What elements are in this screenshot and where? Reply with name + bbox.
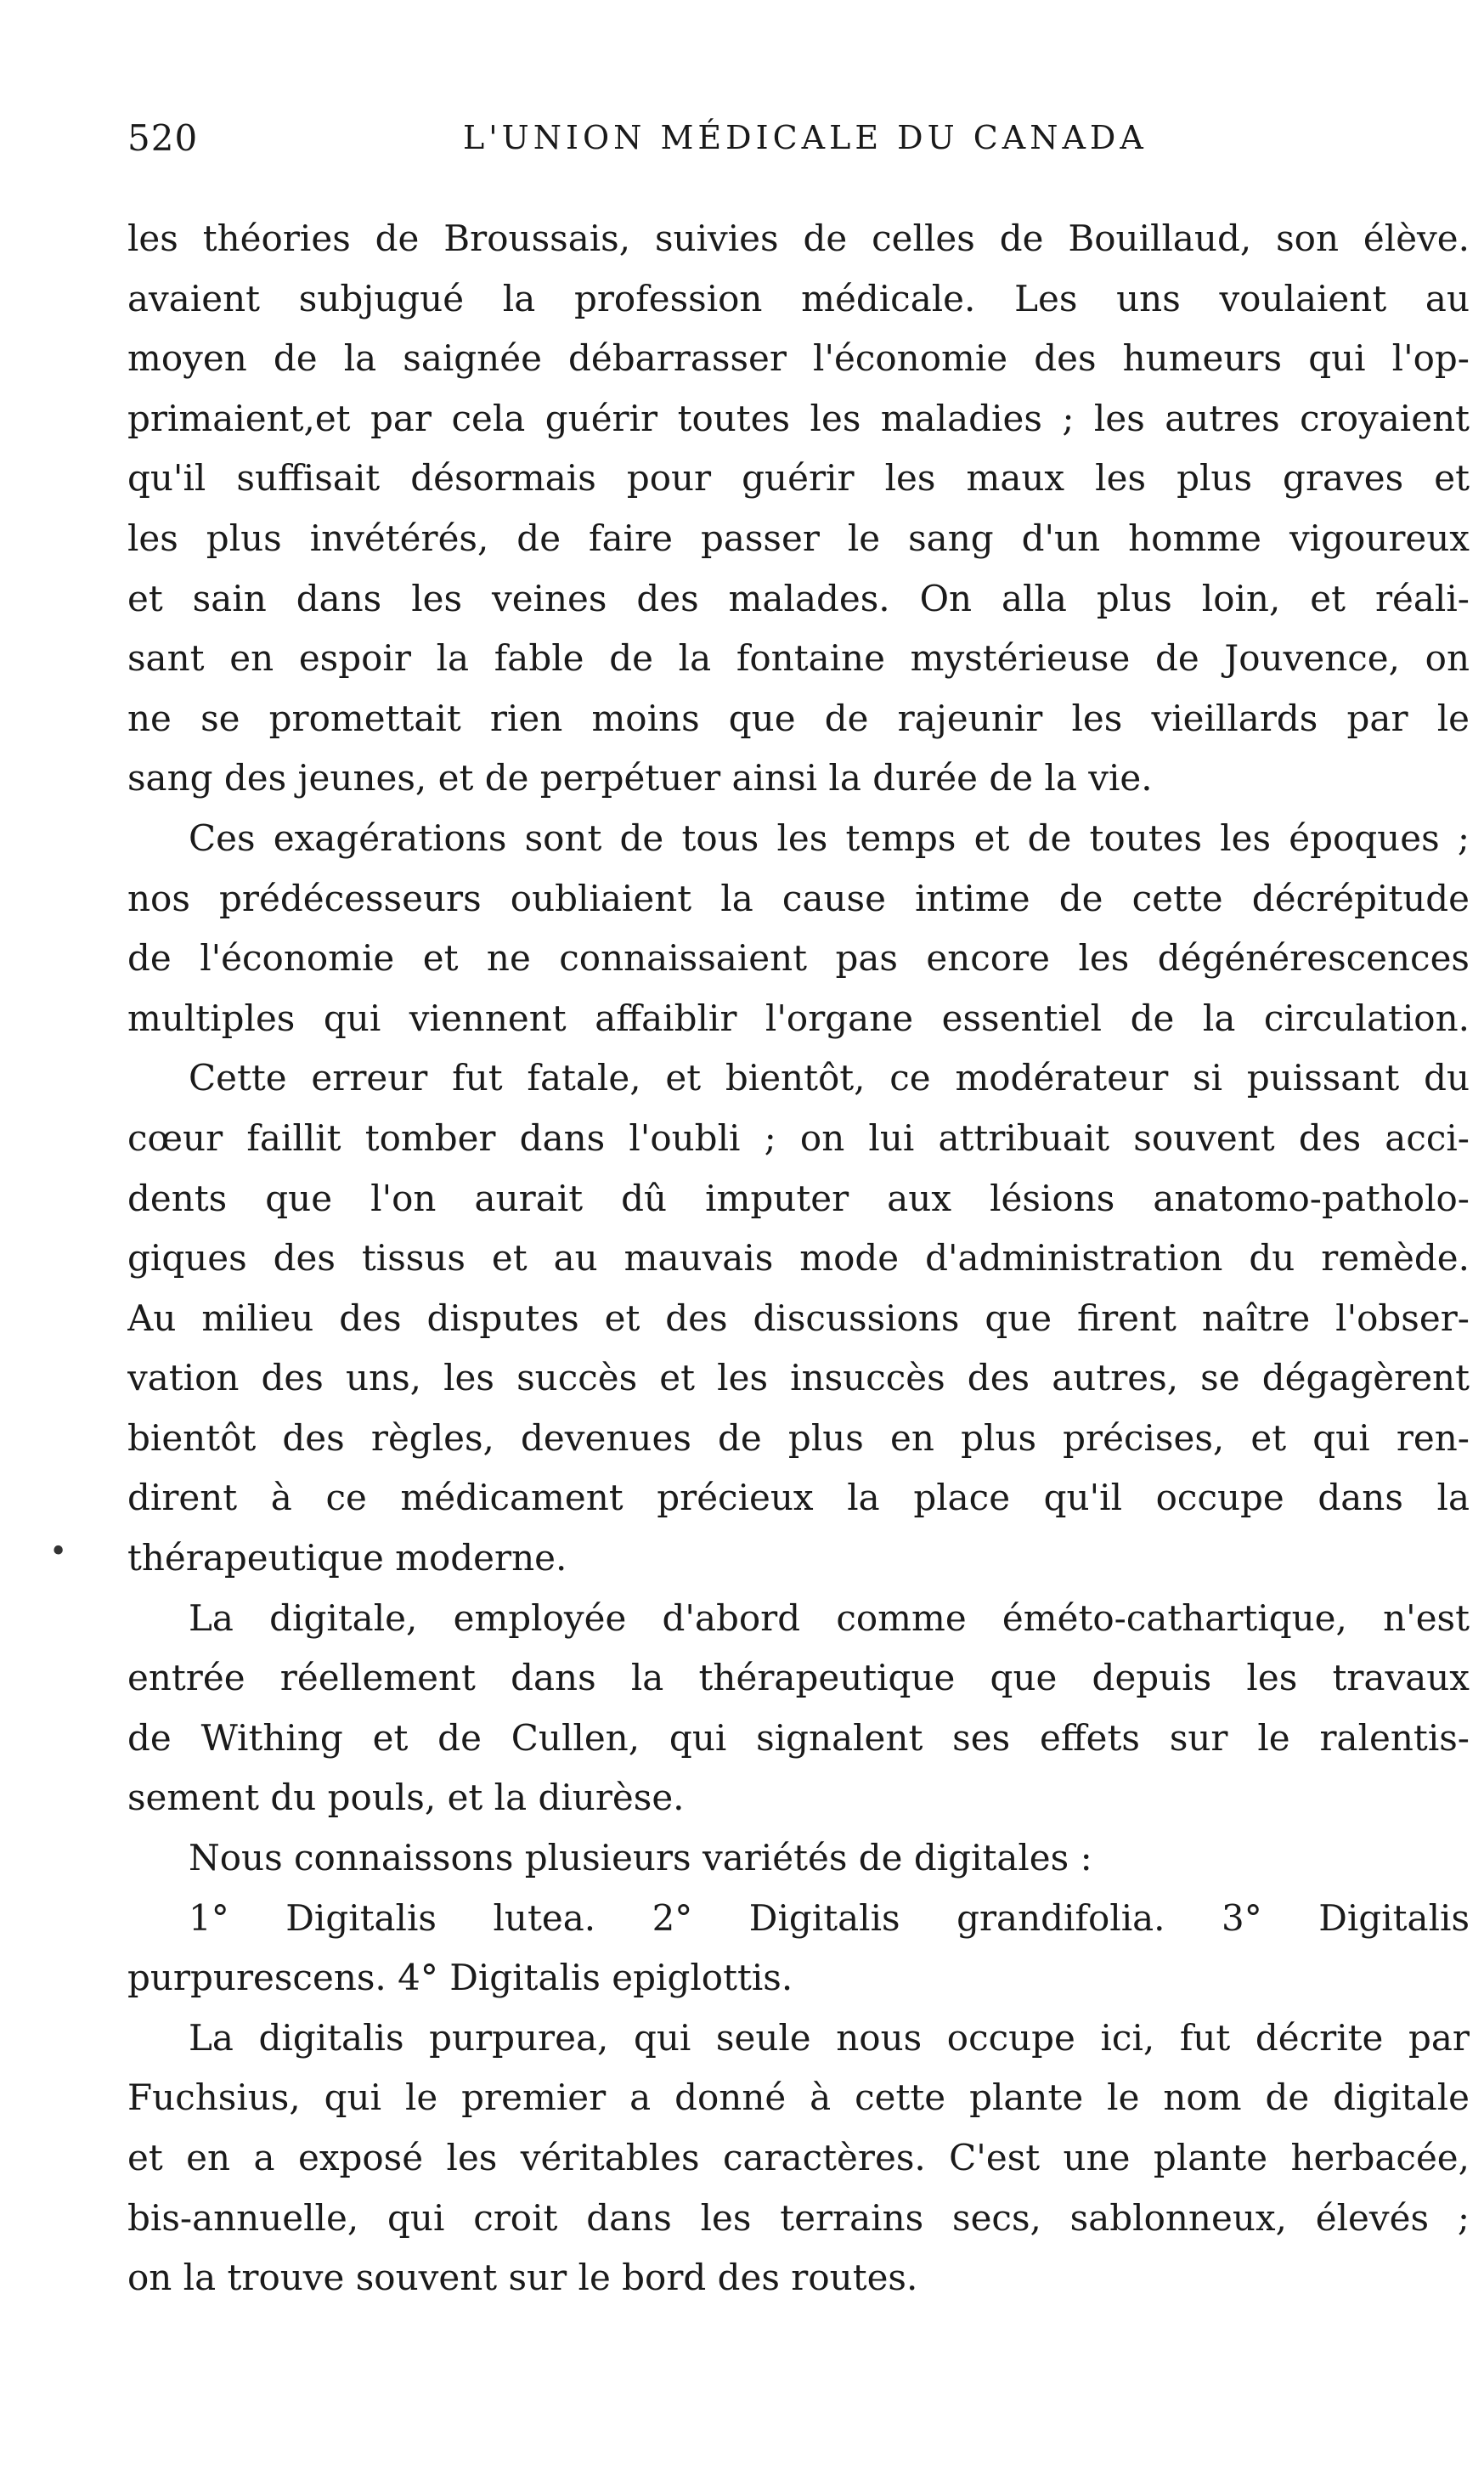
text-line: on la trouve souvent sur le bord des routes. (127, 2257, 918, 2299)
text-line: de Withing et de Cullen, qui signalent ses effets sur le ralentis- (127, 1716, 1470, 1759)
text-line: les plus invétérés, de faire passer le sang d'un homme vigoureux (127, 517, 1470, 559)
margin-mark: • (49, 1534, 68, 1569)
text-line: dirent à ce médicament précieux la place qu'il occupe dans la (127, 1477, 1470, 1519)
text-line: sang des jeunes, et de perpétuer ainsi la durée de la vie. (127, 757, 1153, 799)
text-line: Nous connaissons plusieurs variétés de digitales : (189, 1837, 1092, 1879)
text-line: et sain dans les veines des malades. On alla plus loin, et réali- (127, 577, 1470, 619)
text-line: sement du pouls, et la diurèse. (127, 1777, 685, 1819)
text-line: les théories de Broussais, suivies de celles de Bouillaud, son élève. (127, 218, 1470, 259)
text-line: purpurescens. 4° Digitalis epiglottis. (127, 1957, 793, 1999)
running-head: L'UNION MÉDICALE DU CANADA (463, 119, 1148, 156)
text-line: Ces exagérations sont de tous les temps et de toutes les époques ; (189, 816, 1470, 859)
text-line: multiples qui viennent affaiblir l'organe essentiel de la circulation. (127, 997, 1470, 1039)
text-line: de l'économie et ne connaissaient pas encore les dégénérescences (127, 937, 1470, 980)
page-header (127, 117, 1470, 185)
text-line: entrée réellement dans la thérapeutique que depuis les travaux (127, 1657, 1470, 1699)
text-line: dents que l'on aurait dû imputer aux lésions anatomo-patholo- (127, 1177, 1470, 1219)
text-line: bientôt des règles, devenues de plus en plus précises, et qui ren- (127, 1416, 1470, 1459)
page-number: 520 (127, 117, 199, 159)
text-line: qu'il suffisait désormais pour guérir les maux les plus graves et (127, 457, 1470, 500)
text-line: La digitale, employée d'abord comme éméto-cathartique, n'est (189, 1596, 1470, 1639)
text-line: nos prédécesseurs oubliaient la cause intime de cette décrépitude (127, 877, 1470, 919)
text-line: Cette erreur fut fatale, et bientôt, ce modérateur si puissant du (189, 1057, 1470, 1099)
text-line: giques des tissus et au mauvais mode d'administration du remède. (127, 1237, 1470, 1280)
text-line: cœur faillit tomber dans l'oubli ; on lui attribuait souvent des acci- (127, 1116, 1470, 1159)
text-line: thérapeutique moderne. (127, 1537, 567, 1579)
text-line: primaient,et par cela guérir toutes les maladies ; les autres croyaient (127, 397, 1470, 439)
text-line: 1° Digitalis lutea. 2° Digitalis grandifolia. 3° Digitalis (189, 1896, 1470, 1939)
text-line: La digitalis purpurea, qui seule nous occupe ici, fut décrite par (189, 2016, 1470, 2059)
text-line: et en a exposé les véritables caractères. C'est une plante herbacée, (127, 2137, 1470, 2178)
body-text (127, 209, 1470, 2308)
text-line: vation des uns, les succès et les insuccès des autres, se dégagèrent (127, 1357, 1470, 1399)
text-line: sant en espoir la fable de la fontaine mystérieuse de Jouvence, on (127, 637, 1470, 680)
text-line: ne se promettait rien moins que de rajeunir les vieillards par le (127, 697, 1470, 739)
text-line: Au milieu des disputes et des discussions que firent naître l'obser- (127, 1297, 1470, 1339)
text-line: Fuchsius, qui le premier a donné à cette plante le nom de digitale (127, 2076, 1470, 2119)
text-line: avaient subjugué la profession médicale. Les uns voulaient au (127, 277, 1470, 319)
text-line: bis-annuelle, qui croit dans les terrains secs, sablonneux, élevés ; (127, 2196, 1470, 2239)
text-line: moyen de la saignée débarrasser l'économie des humeurs qui l'op- (127, 337, 1470, 380)
